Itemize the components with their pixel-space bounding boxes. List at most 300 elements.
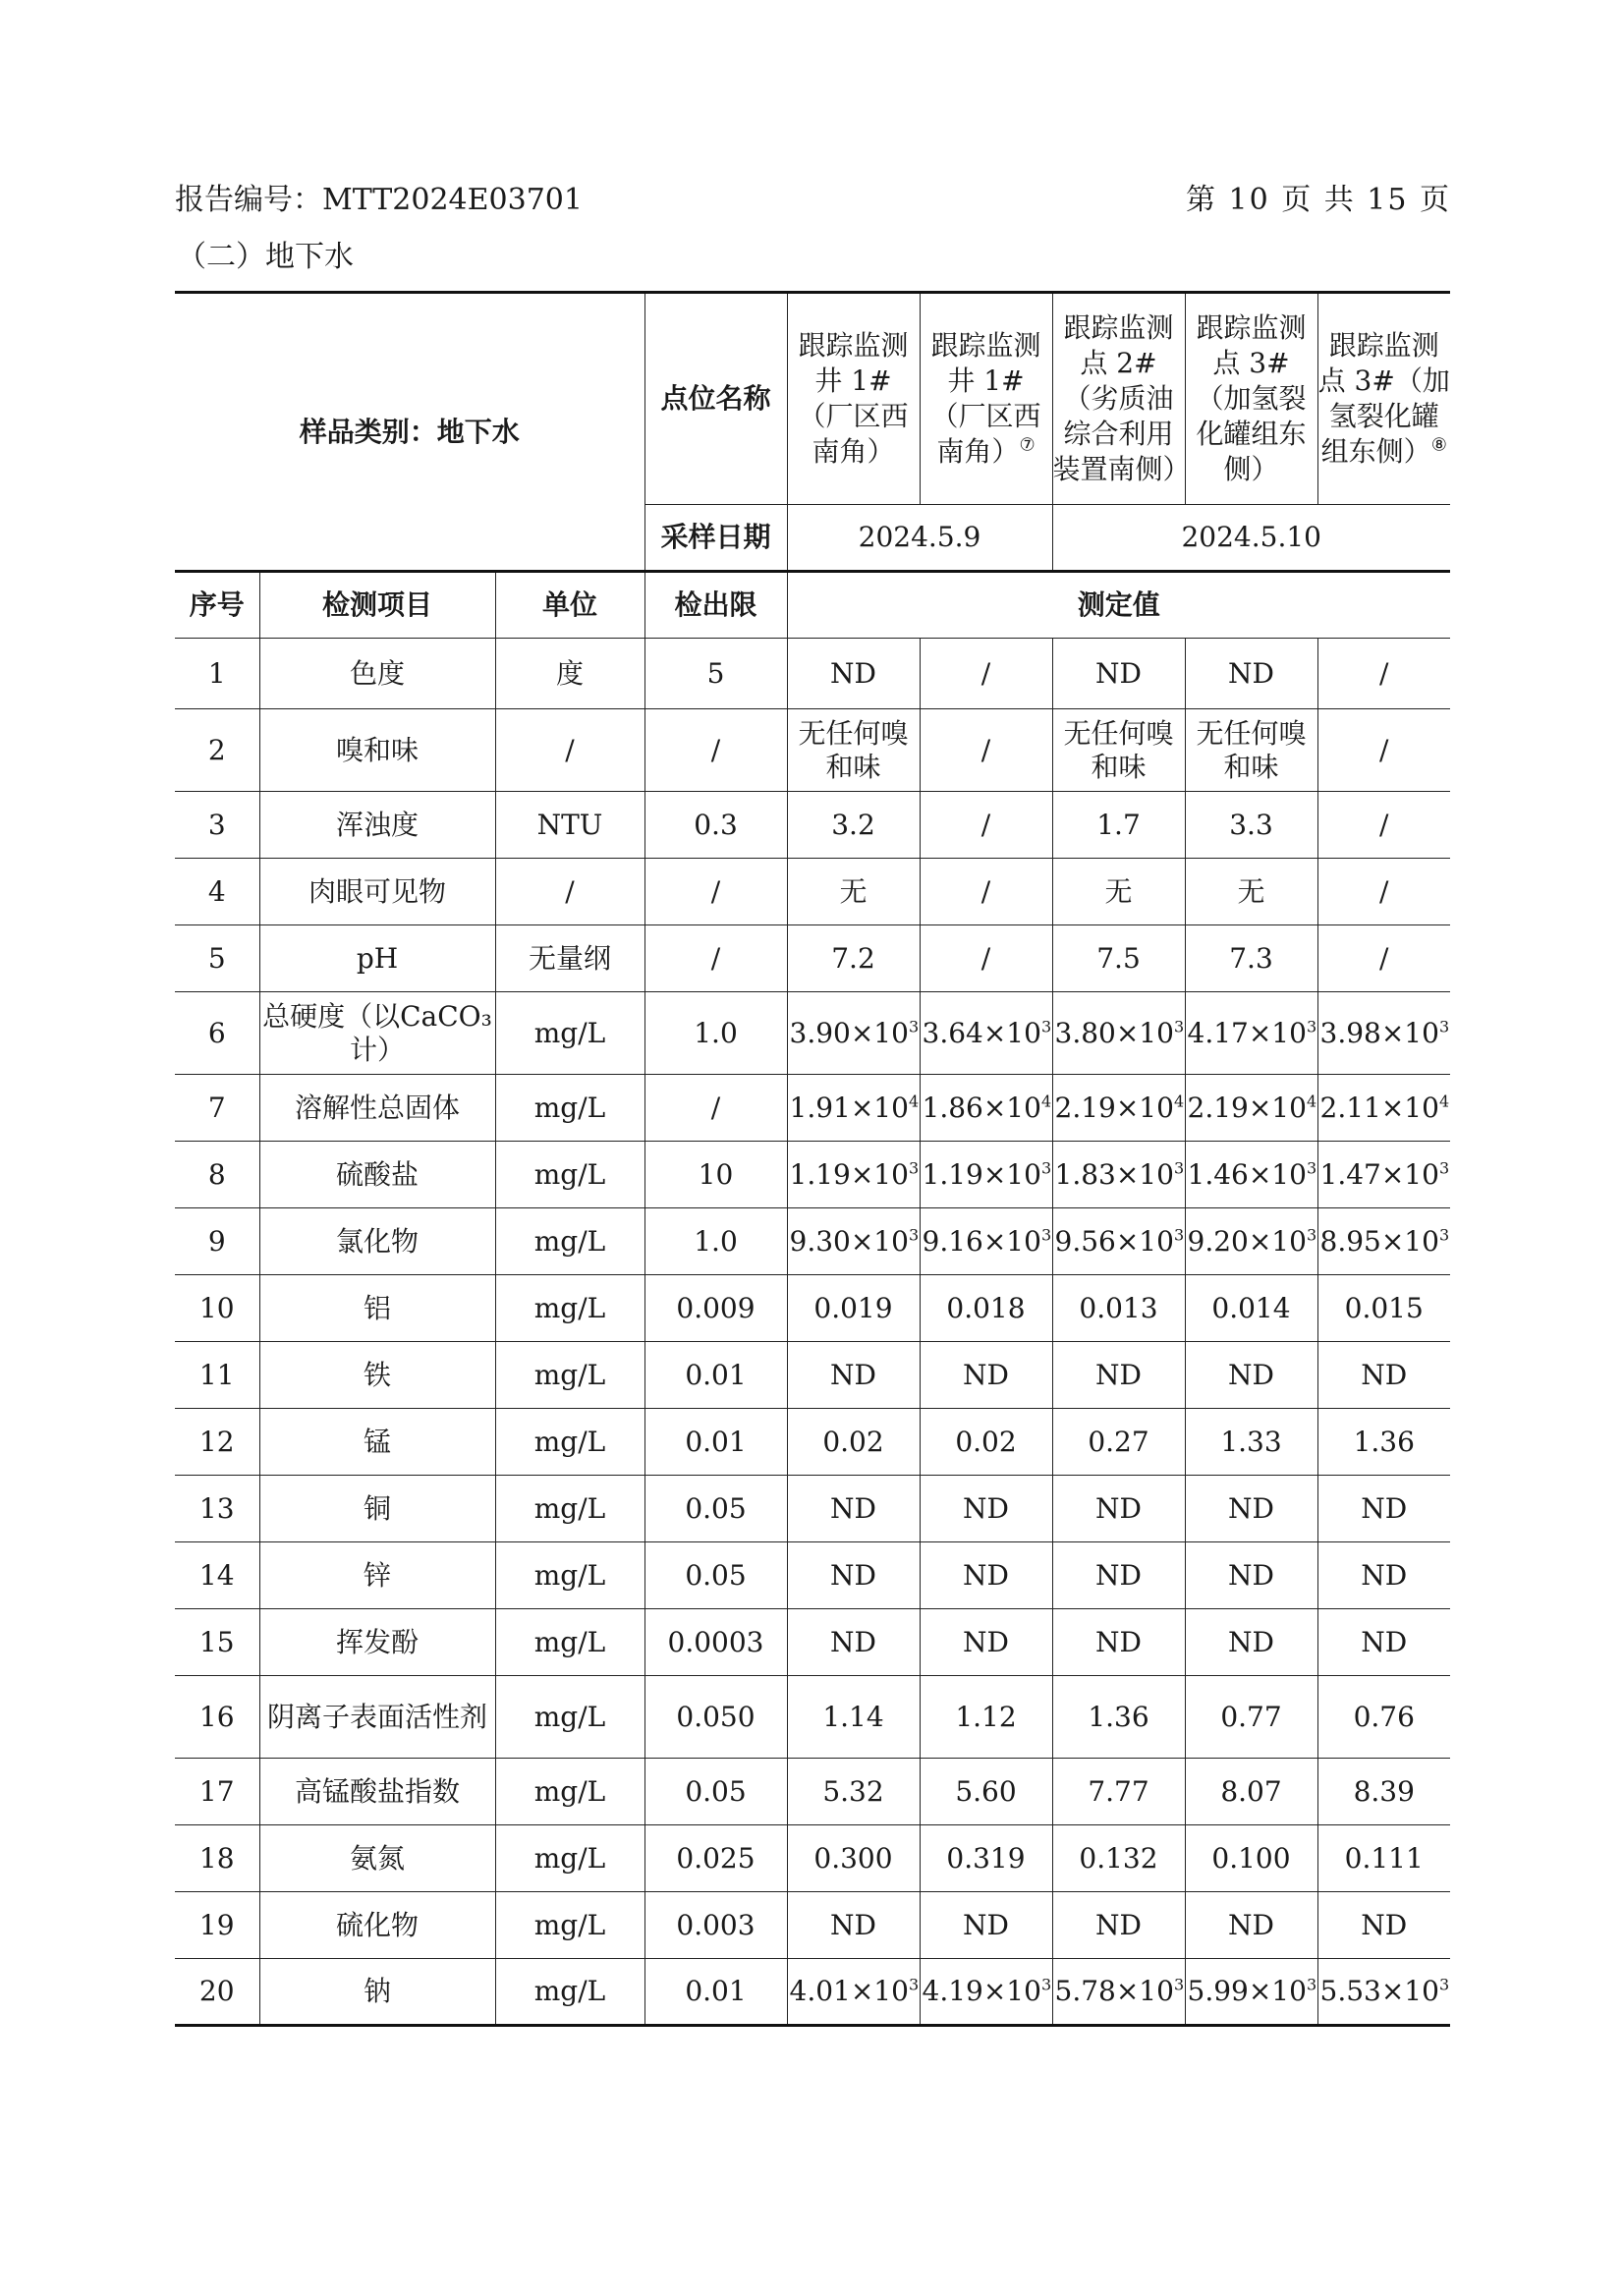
value-text: ND [1361,1625,1408,1658]
unit: mg/L [495,1342,644,1409]
unit: mg/L [495,1142,644,1208]
value-exponent: 4 [1040,1092,1052,1111]
site-name-text: 跟踪监测点 2#（劣质油综合利用装置南侧） [1052,311,1191,485]
value-text: 1.33 [1220,1425,1282,1458]
unit: mg/L [495,1609,644,1676]
value-text: / [1379,808,1389,841]
value-text: / [980,808,991,841]
value-exponent: 3 [1173,1975,1185,1994]
value-text: 无 [1237,874,1265,908]
measured-value [1185,992,1317,1075]
value-text: 0.319 [946,1841,1026,1875]
measured-value [1052,639,1185,709]
site-name-text: 跟踪监测井 1#（厂区西南角） [930,329,1041,468]
site-name [1185,293,1317,505]
measured-value [1052,1892,1185,1959]
value-text: 无任何嗅和味 [1063,716,1174,783]
row-number: 6 [175,992,259,1075]
value-exponent: 4 [1306,1092,1317,1111]
measured-value [1317,1342,1450,1409]
row-number: 13 [175,1476,259,1542]
test-item: 氨氮 [259,1825,495,1892]
value-text: ND [1361,1558,1408,1592]
measured-value [1052,992,1185,1075]
value-text: 0.300 [813,1841,893,1875]
unit: mg/L [495,1759,644,1825]
row-number: 16 [175,1676,259,1759]
measured-value [1185,1275,1317,1342]
measured-value [1052,1142,1185,1208]
unit: mg/L [495,1542,644,1609]
value-text: ND [1095,1491,1142,1525]
value-text: ND [1361,1908,1408,1941]
unit: / [495,709,644,792]
measured-value [787,792,920,859]
unit: mg/L [495,1476,644,1542]
value-text: 5.99×10 [1187,1975,1307,2007]
value-text: ND [1361,1491,1408,1525]
row-number: 19 [175,1892,259,1959]
value-text: 1.47×10 [1319,1157,1439,1191]
measured-value [1052,1759,1185,1825]
value-text: 8.39 [1353,1774,1415,1808]
table-row [175,639,1450,709]
unit: mg/L [495,1075,644,1142]
measured-value [787,1476,920,1542]
measured-value [1317,1476,1450,1542]
row-number: 14 [175,1542,259,1609]
unit: mg/L [495,1208,644,1275]
value-text: 5.53×10 [1319,1975,1439,2007]
measured-value [1317,1825,1450,1892]
value-text: 3.98×10 [1319,1016,1439,1049]
value-text: ND [830,1625,876,1658]
table-row [175,1825,1450,1892]
unit: mg/L [495,1676,644,1759]
measured-value [1052,1208,1185,1275]
measured-value [1317,925,1450,992]
value-exponent: 4 [908,1092,920,1111]
measured-value [920,1892,1052,1959]
measured-value [1185,1609,1317,1676]
unit: mg/L [495,1409,644,1476]
value-text: 5.32 [822,1774,884,1808]
value-text: 0.019 [813,1291,893,1324]
value-exponent: 3 [1040,1975,1052,1994]
value-text: / [980,733,991,766]
col-header-limit: 检出限 [644,572,787,639]
measured-value [1317,1609,1450,1676]
measured-value [1052,1409,1185,1476]
measured-value [1317,639,1450,709]
measured-value [920,1275,1052,1342]
value-text: 3.64×10 [922,1016,1041,1049]
value-exponent: 3 [1438,1158,1450,1178]
value-text: 0.77 [1220,1700,1282,1733]
value-text: 0.27 [1088,1425,1149,1458]
value-exponent: 3 [908,1017,920,1036]
test-item: 铜 [259,1476,495,1542]
column-header-row [175,572,1450,639]
measured-value [787,992,920,1075]
detection-limit: 1.0 [644,1208,787,1275]
measured-value [920,1142,1052,1208]
value-text: 4.17×10 [1187,1016,1307,1049]
measured-value [1185,1542,1317,1609]
measured-value [920,792,1052,859]
measured-value [787,1676,920,1759]
test-item: 锌 [259,1542,495,1609]
test-item: 肉眼可见物 [259,859,495,925]
test-item: 锰 [259,1409,495,1476]
site-name [1317,293,1450,505]
detection-limit: 0.0003 [644,1609,787,1676]
value-text: 0.111 [1344,1841,1424,1875]
site-header-row [175,293,1450,505]
col-header-no: 序号 [175,572,259,639]
detection-limit: 0.050 [644,1676,787,1759]
site-name-text: 跟踪监测井 1#（厂区西南角） [798,329,909,468]
value-text: ND [1228,1558,1274,1592]
measured-value [1317,992,1450,1075]
measured-value [787,1825,920,1892]
table-row [175,1759,1450,1825]
value-text: 2.11×10 [1319,1091,1439,1124]
row-number: 20 [175,1959,259,2026]
value-text: 7.5 [1096,941,1141,975]
value-text: 5.78×10 [1054,1975,1174,2007]
value-exponent: 3 [1306,1158,1317,1178]
row-number: 8 [175,1142,259,1208]
value-text: ND [1095,1625,1142,1658]
value-text: / [1379,941,1389,975]
measured-value [1185,1825,1317,1892]
row-number: 15 [175,1609,259,1676]
value-text: ND [830,1358,876,1391]
measured-value [1185,925,1317,992]
date-label: 采样日期 [644,505,787,572]
sampling-date: 2024.5.9 [787,505,1052,572]
measured-value [1185,859,1317,925]
value-text: 无任何嗅和味 [1196,716,1307,783]
row-number: 12 [175,1409,259,1476]
value-text: ND [963,1908,1009,1941]
value-text: 9.30×10 [789,1224,909,1258]
measured-value [920,1342,1052,1409]
measured-value [1317,709,1450,792]
site-label: 点位名称 [644,293,787,505]
value-text: ND [963,1358,1009,1391]
value-text: ND [1361,1358,1408,1391]
value-text: ND [1228,1908,1274,1941]
value-text: / [1379,733,1389,766]
value-exponent: 3 [1040,1017,1052,1036]
value-text: ND [1095,1358,1142,1391]
test-item: 挥发酚 [259,1609,495,1676]
value-text: 1.36 [1353,1425,1415,1458]
row-number: 2 [175,709,259,792]
value-exponent: 3 [1173,1017,1185,1036]
measured-value [1317,1275,1450,1342]
value-text: 0.018 [946,1291,1026,1324]
value-text: 1.83×10 [1054,1157,1174,1191]
site-name-text: 跟踪监测点 3#（加氢裂化罐组东侧） [1196,311,1307,485]
measured-value [787,709,920,792]
value-text: 0.014 [1211,1291,1291,1324]
measured-value [1317,1959,1450,2026]
measured-value [787,1959,920,2026]
unit: mg/L [495,1959,644,2026]
detection-limit: / [644,709,787,792]
test-item: 高锰酸盐指数 [259,1759,495,1825]
table-row [175,1075,1450,1142]
value-text: 9.16×10 [922,1224,1041,1258]
measured-value [920,925,1052,992]
measured-value [787,1759,920,1825]
detection-limit: 0.05 [644,1542,787,1609]
value-text: / [1379,874,1389,908]
value-text: 1.91×10 [789,1091,909,1124]
value-text: 无 [1104,874,1133,908]
detection-limit: 0.05 [644,1476,787,1542]
value-exponent: 3 [1438,1225,1450,1245]
table-row [175,1142,1450,1208]
test-item: 铝 [259,1275,495,1342]
value-text: 5.60 [955,1774,1017,1808]
measured-value [1052,1542,1185,1609]
measured-value [1185,1959,1317,2026]
value-text: 8.95×10 [1319,1224,1439,1258]
measured-value [920,1208,1052,1275]
table-row [175,1409,1450,1476]
measured-value [1052,1342,1185,1409]
row-number: 1 [175,639,259,709]
table-row [175,1208,1450,1275]
value-text: 无任何嗅和味 [798,716,909,783]
value-exponent: 3 [908,1975,920,1994]
row-number: 5 [175,925,259,992]
value-text: 1.36 [1088,1700,1149,1733]
table-row [175,992,1450,1075]
measured-value [1052,1275,1185,1342]
value-text: 2.19×10 [1187,1091,1307,1124]
value-text: 0.013 [1079,1291,1158,1324]
value-exponent: 3 [1306,1975,1317,1994]
measured-value [787,1892,920,1959]
measured-value [787,1342,920,1409]
measured-value [1052,1609,1185,1676]
measured-value [1185,1892,1317,1959]
value-text: 9.56×10 [1054,1224,1174,1258]
value-exponent: 3 [1306,1017,1317,1036]
measured-value [1317,1759,1450,1825]
value-exponent: 3 [1173,1158,1185,1178]
measured-value [920,992,1052,1075]
detection-limit: 0.01 [644,1959,787,2026]
measured-value [1317,792,1450,859]
measured-value [1185,1342,1317,1409]
value-text: 7.3 [1229,941,1273,975]
row-number: 3 [175,792,259,859]
measured-value [920,1075,1052,1142]
value-exponent: 3 [1438,1975,1450,1994]
measured-value [787,1542,920,1609]
value-text: ND [1095,1558,1142,1592]
measured-value [920,1759,1052,1825]
value-exponent: 3 [1040,1225,1052,1245]
test-item: 阴离子表面活性剂 [259,1676,495,1759]
value-text: ND [963,1625,1009,1658]
measured-value [787,925,920,992]
detection-limit: / [644,1075,787,1142]
detection-limit: 5 [644,639,787,709]
groundwater-results-table [175,291,1450,2027]
measured-value [1185,1075,1317,1142]
measured-value [787,859,920,925]
unit: mg/L [495,992,644,1075]
detection-limit: 0.3 [644,792,787,859]
value-text: ND [1228,656,1274,690]
measured-value [1317,1542,1450,1609]
value-exponent: 3 [1306,1225,1317,1245]
unit: mg/L [495,1892,644,1959]
sample-category: 样品类别：地下水 [175,293,644,572]
value-text: 1.14 [822,1700,884,1733]
value-exponent: 4 [1438,1092,1450,1111]
measured-value [1052,792,1185,859]
value-exponent: 3 [908,1158,920,1178]
sampling-date: 2024.5.10 [1052,505,1450,572]
unit: NTU [495,792,644,859]
value-text: 8.07 [1220,1774,1282,1808]
col-header-item: 检测项目 [259,572,495,639]
detection-limit: 0.01 [644,1409,787,1476]
measured-value [1052,1825,1185,1892]
measured-value [787,1609,920,1676]
value-exponent: 3 [1438,1017,1450,1036]
value-text: 0.015 [1344,1291,1424,1324]
detection-limit: / [644,859,787,925]
measured-value [920,639,1052,709]
value-text: / [980,874,991,908]
measured-value [1052,925,1185,992]
measured-value [1185,1676,1317,1759]
detection-limit: / [644,925,787,992]
measured-value [1185,1409,1317,1476]
site-mark: ⑧ [1430,434,1447,456]
measured-value [1052,859,1185,925]
value-text: ND [1095,656,1142,690]
measured-value [920,859,1052,925]
unit: 无量纲 [495,925,644,992]
measured-value [1185,1759,1317,1825]
row-number: 10 [175,1275,259,1342]
site-name [1052,293,1191,505]
value-text: 1.19×10 [922,1157,1041,1191]
value-exponent: 4 [1173,1092,1185,1111]
measured-value [787,1409,920,1476]
value-text: 1.46×10 [1187,1157,1307,1191]
value-text: ND [963,1558,1009,1592]
row-number: 11 [175,1342,259,1409]
site-mark: ⑦ [1019,434,1036,456]
test-item: 总硬度（以CaCO₃计） [259,992,495,1075]
groundwater-table-wrapper [175,291,1450,2027]
test-item: 溶解性总固体 [259,1075,495,1142]
value-text: ND [1228,1625,1274,1658]
value-text: 0.02 [822,1425,884,1458]
measured-value [1052,1476,1185,1542]
measured-value [1317,1142,1450,1208]
test-item: 嗅和味 [259,709,495,792]
report-number: 报告编号：MTT2024E03701 [175,183,583,217]
value-text: / [980,941,991,975]
row-number: 9 [175,1208,259,1275]
measured-value [920,1959,1052,2026]
value-text: ND [830,1558,876,1592]
site-name [787,293,920,505]
value-text: 1.19×10 [789,1157,909,1191]
table-row [175,859,1450,925]
table-row [175,1342,1450,1409]
site-name-text: 跟踪监测点 3#（加氢裂化罐组东侧） [1317,329,1450,468]
measured-value [787,1275,920,1342]
page-number: 第 10 页 共 15 页 [1185,183,1451,217]
value-exponent: 3 [1173,1225,1185,1245]
measured-value [1052,1959,1185,2026]
test-item: 氯化物 [259,1208,495,1275]
measured-value [1317,1075,1450,1142]
value-text: ND [1095,1908,1142,1941]
value-text: 0.132 [1079,1841,1158,1875]
row-number: 18 [175,1825,259,1892]
value-text: 1.86×10 [922,1091,1041,1124]
measured-value [1317,1892,1450,1959]
detection-limit: 1.0 [644,992,787,1075]
detection-limit: 0.003 [644,1892,787,1959]
value-text: 0.02 [955,1425,1017,1458]
measured-value [787,1208,920,1275]
test-item: 硫化物 [259,1892,495,1959]
row-number: 7 [175,1075,259,1142]
value-text: / [1379,656,1389,690]
test-item: pH [259,925,495,992]
unit: / [495,859,644,925]
measured-value [920,1409,1052,1476]
measured-value [787,639,920,709]
value-text: 0.100 [1211,1841,1291,1875]
measured-value [1185,1142,1317,1208]
measured-value [1185,709,1317,792]
measured-value [1185,792,1317,859]
table-row [175,1609,1450,1676]
value-text: ND [830,1491,876,1525]
detection-limit: 0.025 [644,1825,787,1892]
unit: 度 [495,639,644,709]
measured-value [1052,1075,1185,1142]
table-row [175,1275,1450,1342]
table-row [175,1959,1450,2026]
value-text: 3.90×10 [789,1016,909,1049]
value-text: / [980,656,991,690]
table-row [175,709,1450,792]
measured-value [787,1075,920,1142]
value-text: 无 [839,874,868,908]
detection-limit: 0.009 [644,1275,787,1342]
value-text: ND [830,1908,876,1941]
detection-limit: 0.01 [644,1342,787,1409]
value-text: 3.2 [831,808,875,841]
